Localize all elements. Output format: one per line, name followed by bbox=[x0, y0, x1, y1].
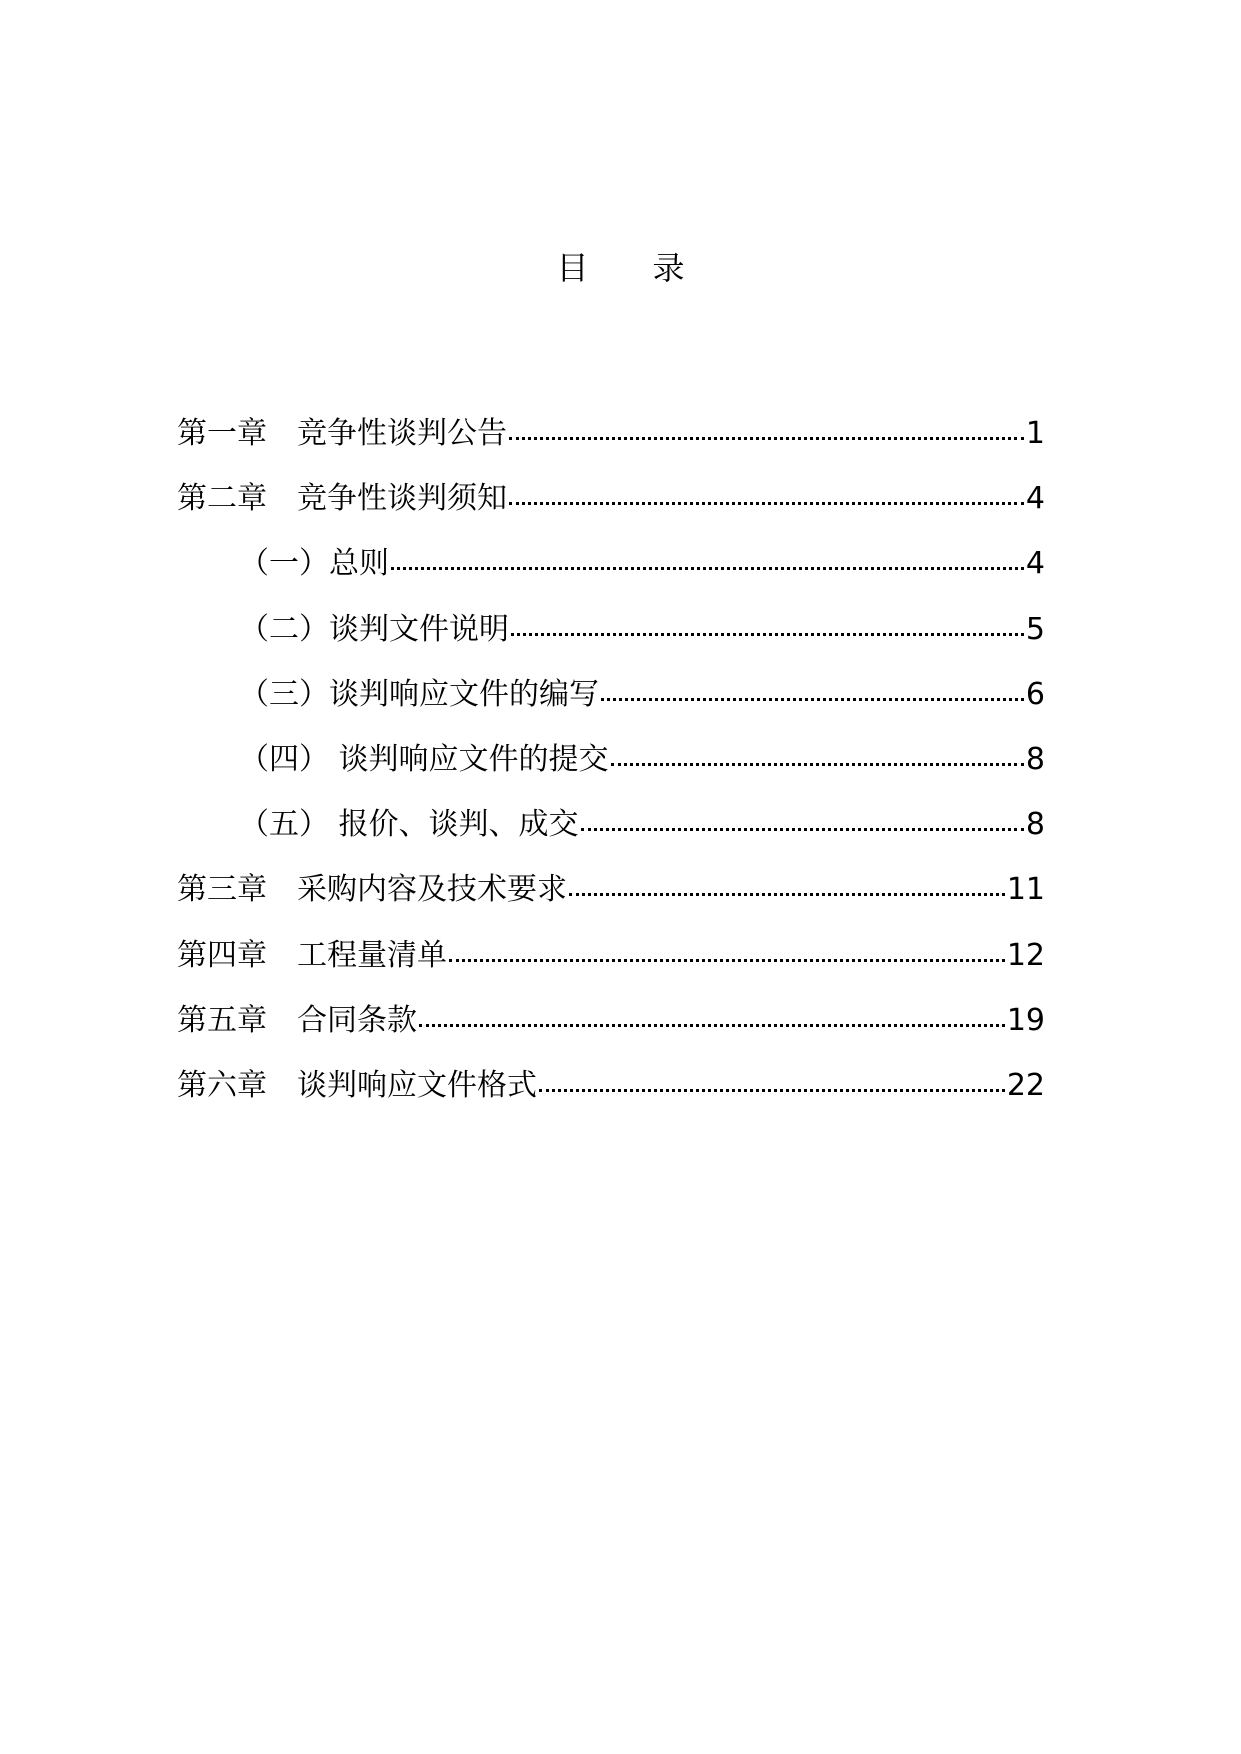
toc-page-number: 19 bbox=[1006, 1002, 1045, 1038]
toc-entry-chapter-6[interactable] bbox=[177, 1066, 1045, 1131]
toc-entry-text: （五） 报价、谈判、成交 bbox=[239, 807, 579, 843]
toc-entry-text: 第三章 采购内容及技术要求 bbox=[177, 872, 567, 908]
toc-dot-leader bbox=[509, 502, 1024, 505]
toc-page-number: 5 bbox=[1025, 611, 1045, 647]
toc-entry-text: 第二章 竞争性谈判须知 bbox=[177, 481, 507, 517]
toc-page-number: 11 bbox=[1006, 872, 1045, 908]
toc-page-number: 22 bbox=[1006, 1067, 1045, 1103]
toc-page-number: 4 bbox=[1025, 481, 1045, 517]
toc-entry-section-2[interactable] bbox=[177, 610, 1045, 675]
toc-entry-text: （一）总则 bbox=[239, 546, 389, 582]
toc-entry-text: 第六章 谈判响应文件格式 bbox=[177, 1067, 537, 1103]
toc-entry-chapter-2[interactable] bbox=[177, 479, 1045, 544]
toc-page-number: 8 bbox=[1025, 807, 1045, 843]
toc-page-number: 1 bbox=[1025, 416, 1045, 451]
toc-dot-leader bbox=[509, 437, 1024, 440]
toc-dot-leader bbox=[539, 1089, 1005, 1092]
toc-dot-leader bbox=[449, 959, 1005, 962]
toc-dot-leader bbox=[569, 893, 1005, 896]
toc-entry-text: 第四章 工程量清单 bbox=[177, 937, 447, 973]
toc-title: 目 录 bbox=[556, 249, 685, 287]
toc-entry-chapter-4[interactable] bbox=[177, 936, 1045, 1001]
toc-entry-text: 第一章 竞争性谈判公告 bbox=[177, 416, 507, 451]
toc-entry-section-1[interactable] bbox=[177, 544, 1045, 609]
toc-dot-leader bbox=[601, 698, 1024, 701]
toc-dot-leader bbox=[419, 1024, 1005, 1027]
toc-dot-leader bbox=[511, 633, 1024, 636]
toc-page-number: 12 bbox=[1006, 937, 1045, 973]
toc-page-number: 4 bbox=[1025, 546, 1045, 582]
toc-entry-section-3[interactable] bbox=[177, 675, 1045, 740]
toc-dot-leader bbox=[611, 763, 1024, 766]
toc-list bbox=[177, 414, 1045, 1131]
toc-entry-chapter-3[interactable] bbox=[177, 870, 1045, 935]
toc-page-number: 8 bbox=[1025, 741, 1045, 777]
toc-page-number: 6 bbox=[1025, 676, 1045, 712]
toc-dot-leader bbox=[391, 567, 1024, 570]
toc-entry-text: （三）谈判响应文件的编写 bbox=[239, 676, 599, 712]
toc-entry-text: （四） 谈判响应文件的提交 bbox=[239, 741, 609, 777]
toc-entry-section-5[interactable] bbox=[177, 805, 1045, 870]
toc-entry-text: （二）谈判文件说明 bbox=[239, 611, 509, 647]
toc-entry-section-4[interactable] bbox=[177, 740, 1045, 805]
toc-entry-chapter-1[interactable] bbox=[177, 414, 1045, 479]
toc-entry-text: 第五章 合同条款 bbox=[177, 1002, 417, 1038]
toc-dot-leader bbox=[581, 828, 1024, 831]
toc-entry-chapter-5[interactable] bbox=[177, 1001, 1045, 1066]
